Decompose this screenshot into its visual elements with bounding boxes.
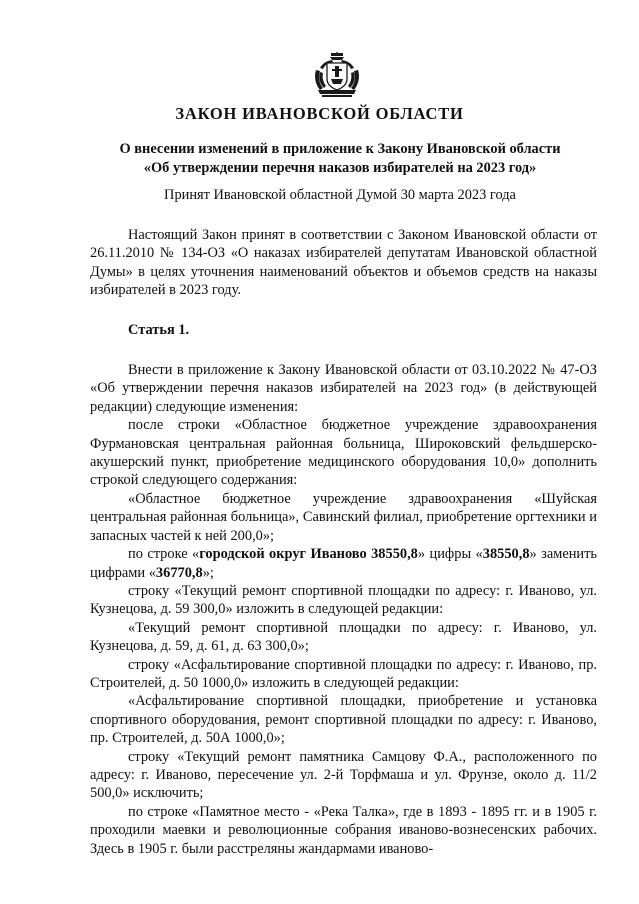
law-subtitle <box>80 140 600 178</box>
coat-of-arms-emblem <box>312 52 362 98</box>
law-body <box>90 226 597 858</box>
text-run: »; <box>202 564 214 581</box>
text-run: » заменить цифрами « <box>90 546 597 581</box>
bold-run: 38550,8 <box>482 546 530 563</box>
bold-run: городской округ Иваново 38550,8 <box>199 546 418 563</box>
amendment-paragraph: «Областное бюджетное учреждение здравоохранения «Шуйская центральная районная больница», Савинский филиал, приобретение оргтехники и запасных частей к ней 200,0»; <box>90 490 597 544</box>
text-run: по строке « <box>128 546 200 563</box>
amendment-paragraph: строку «Асфальтирование спортивной площадки по адресу: г. Иваново, пр. Строителей, д. 50 1000,0» изложить в следующей редакции: <box>90 656 597 691</box>
law-title: ЗАКОН ИВАНОВСКОЙ ОБЛАСТИ <box>175 104 464 123</box>
amendment-paragraph: по строке «Памятное место - «Река Талка», где в 1893 - 1895 гг. и в 1905 г. проходили маевки и революционные собрания иваново-вознесенских рабочих. Здесь в 1905 г. были расстреляны жандармами иваново- <box>90 803 597 857</box>
preamble-paragraph: Настоящий Закон принят в соответствии с Законом Ивановской области от 26.11.2010 № 134-ОЗ «О наказах избирателей депутатам Ивановской областной Думы» в целях уточнения наименований объектов и объемов средств на наказы избирателей в 2023 году. <box>90 227 597 299</box>
amendment-paragraph: «Асфальтирование спортивной площадки, приобретение и установка спортивного оборудования, ремонт спортивной площадки по адресу: г. Иваново, пр. Строителей, д. 50А 1000,0»; <box>90 693 597 747</box>
amendment-paragraph: строку «Текущий ремонт памятника Самцову Ф.А., расположенного по адресу: г. Иваново, пересечение ул. 2-й Торфмаша и ул. Фрунзе, около д. 11/2 500,0» исключить; <box>90 748 597 802</box>
amendment-paragraph: после строки «Областное бюджетное учреждение здравоохранения Фурмановская центральная районная больница, Широковский фельдшерско-акушерский пункт, приобретение медицинского оборудования 10,0» дополнить строкой следующего содержания: <box>90 417 597 489</box>
subtitle-line: О внесении изменений в приложение к Закону Ивановской области <box>119 141 561 157</box>
text-run: » цифры « <box>417 546 483 563</box>
subtitle-line: «Об утверждении перечня наказов избирателей на 2023 год» <box>143 160 537 176</box>
amendment-paragraph: строку «Текущий ремонт спортивной площадки по адресу: г. Иваново, ул. Кузнецова, д. 59 300,0» изложить в следующей редакции: <box>90 582 597 618</box>
bold-run: 36770,8 <box>155 564 203 581</box>
amendment-paragraph: «Текущий ремонт спортивной площадки по адресу: г. Иваново, ул. Кузнецова, д. 59, д. 61, д. 63 300,0»; <box>90 619 597 655</box>
adoption-date-line: Принят Ивановской областной Думой 30 марта 2023 года <box>164 187 516 203</box>
amendment-paragraph <box>90 545 597 582</box>
article-intro-paragraph: Внести в приложение к Закону Ивановской области от 03.10.2022 № 47-ОЗ «Об утверждении перечня наказов избирателей на 2023 год» (в действующей редакции) следующие изменения: <box>90 362 597 415</box>
article-heading: Статья 1. <box>128 321 190 338</box>
